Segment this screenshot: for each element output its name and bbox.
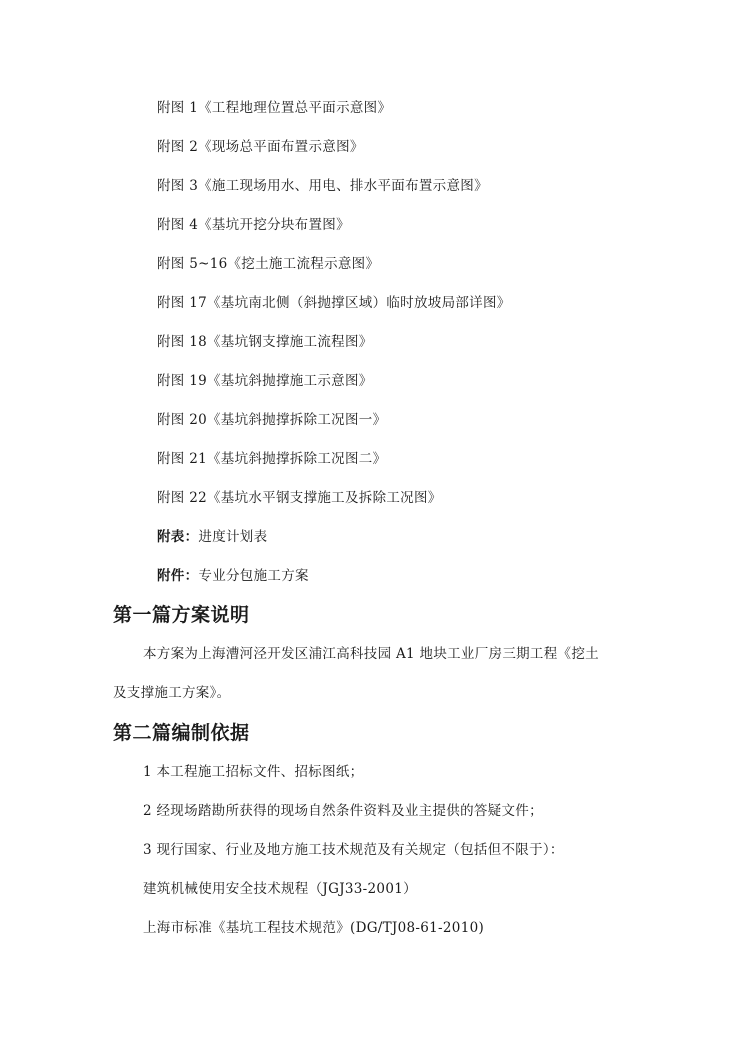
appendix-item-4: 附图 4《基坑开挖分块布置图》 — [157, 217, 350, 233]
appendix-item-5: 附图 5~16《挖土施工流程示意图》 — [157, 256, 380, 272]
attachment-label: 附件： — [157, 568, 199, 584]
basis-item-4: 建筑机械使用安全技术规程（JGJ33-2001） — [143, 881, 417, 897]
attached-table-text: 进度计划表 — [198, 529, 268, 545]
basis-item-3: 3 现行国家、行业及地方施工技术规范及有关规定（包括但不限于）： — [143, 842, 564, 858]
appendix-item-7: 附图 18《基坑钢支撑施工流程图》 — [157, 334, 373, 350]
basis-item-2: 2 经现场踏勘所获得的现场自然条件资料及业主提供的答疑文件； — [143, 803, 543, 819]
section1-paragraph-line2: 及支撑施工方案》。 — [113, 685, 231, 701]
appendix-item-8: 附图 19《基坑斜抛撑施工示意图》 — [157, 373, 373, 389]
basis-item-1: 1 本工程施工招标文件、招标图纸； — [143, 764, 364, 780]
appendix-item-11: 附图 22《基坑水平钢支撑施工及拆除工况图》 — [157, 490, 442, 506]
attached-table-line — [157, 528, 267, 546]
section1-paragraph-line1: 本方案为上海漕河泾开发区浦江高科技园 A1 地块工业厂房三期工程《挖土 — [143, 646, 599, 662]
section2-heading: 第二篇编制依据 — [113, 722, 250, 744]
appendix-item-9: 附图 20《基坑斜抛撑拆除工况图一》 — [157, 412, 387, 428]
appendix-item-6: 附图 17《基坑南北侧（斜抛撑区域）临时放坡局部详图》 — [157, 295, 511, 311]
section1-heading: 第一篇方案说明 — [113, 604, 250, 626]
appendix-item-10: 附图 21《基坑斜抛撑拆除工况图二》 — [157, 451, 387, 467]
appendix-item-1: 附图 1《工程地理位置总平面示意图》 — [157, 100, 392, 116]
appendix-item-3: 附图 3《施工现场用水、用电、排水平面布置示意图》 — [157, 178, 488, 194]
appendix-item-2: 附图 2《现场总平面布置示意图》 — [157, 139, 364, 155]
basis-item-5: 上海市标准《基坑工程技术规范》(DG/TJ08-61-2010) — [143, 920, 485, 936]
attachment-line — [157, 567, 309, 585]
attached-table-label: 附表： — [157, 529, 199, 545]
attachment-text: 专业分包施工方案 — [198, 568, 309, 584]
